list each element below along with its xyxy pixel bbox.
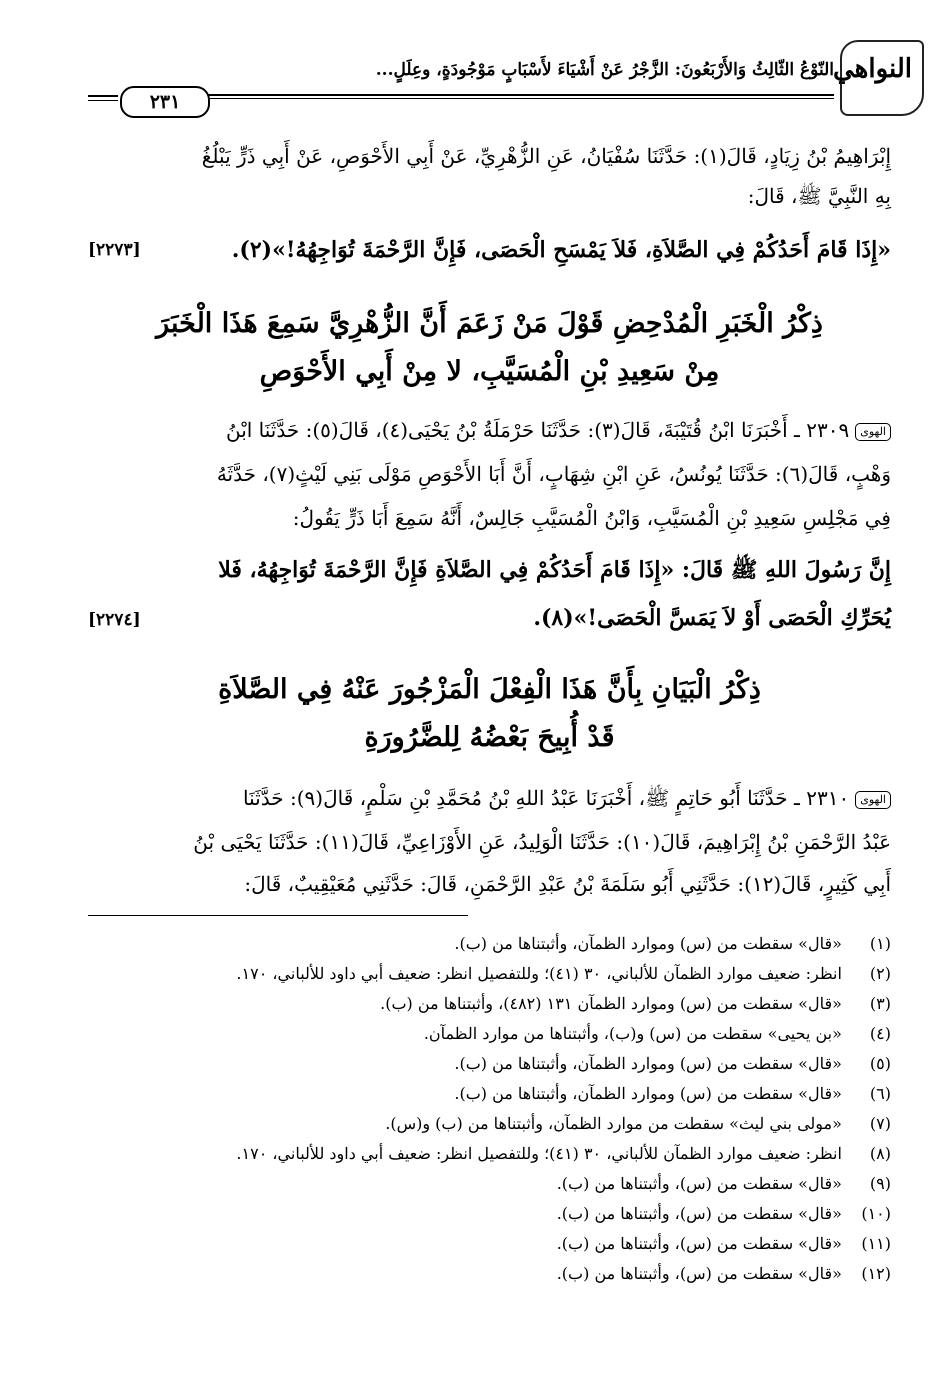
section-heading: قَدْ أُبِيحَ بَعْضُهُ لِلضَّرُورَةِ xyxy=(364,722,615,753)
footnote-text: «قال» سقطت من (س)، وأثبتناها من (ب). xyxy=(556,1234,842,1253)
hadith-2309-line-text: ٢٣٠٩ ـ أَخْبَرَنَا ابْنُ قُتَيْبَةَ، قَالَ(٣): حَدَّثَنَا حَرْمَلَةُ بْنُ يَحْيَى(٤)، قَالَ(٥): حَدَّثَنَا ابْنُ xyxy=(225,418,850,442)
footnote-text: «مولى بني ليث» سقطت من موارد الظمآن، وأثبتناها من (ب) و(س). xyxy=(385,1114,842,1133)
chapter-ornament xyxy=(832,40,924,116)
footnote xyxy=(88,1170,891,1198)
hadith-2310-line-text: ٢٣١٠ ـ حَدَّثَنَا أَبُو حَاتِمٍ ﷺ، أَخْبَرَنَا عَبْدُ اللهِ بْنُ مُحَمَّدِ بْنِ سَلْمٍ، قَالَ(٩): حَدَّثَنَا xyxy=(243,786,850,810)
text-line: إِبْرَاهِيمُ بْنُ زِيَادٍ، قَالَ(١): حَدَّثَنَا سُفْيَانُ، عَنِ الزُّهْرِيِّ، عَنْ أَبِي الأَحْوَصِ، عَنْ أَبِي ذَرٍّ يَبْلُغُ xyxy=(201,144,891,168)
footnote xyxy=(88,1200,891,1228)
footnote-text: انظر: ضعيف موارد الظمآن للألباني، ٣٠ (٤١)؛ وللتفصيل انظر: ضعيف أبي داود للألباني، ١٧٠. xyxy=(236,1144,842,1163)
footnote-text: «قال» سقطت من (س) وموارد الظمآن، وأثبتناها من (ب). xyxy=(454,1084,842,1103)
footnote-number: (٦) xyxy=(869,1084,891,1103)
header-rule-left xyxy=(88,95,118,97)
hadith-reference: [٢٢٧٣] xyxy=(88,240,141,260)
page-header xyxy=(88,40,924,120)
hadith-badge: الهوى xyxy=(855,423,891,441)
hadith-2310-line xyxy=(88,780,891,816)
text-line: أَبِي كَثِيرٍ، قَالَ(١٢): حَدَّثَنِي أَبُو سَلَمَةَ بْنُ عَبْدِ الرَّحْمَنِ، قَالَ: حَدَّثَنِي مُعَيْقِيبٌ، قَالَ: xyxy=(244,872,891,896)
hadith-reference: [٢٢٧٤] xyxy=(88,610,141,630)
footnote-text: «قال» سقطت من (س) وموارد الظمآن، وأثبتناها من (ب). xyxy=(454,934,842,953)
footnote xyxy=(88,1080,891,1108)
text-line: فِي مَجْلِسِ سَعِيدِ بْنِ الْمُسَيَّبِ، وَابْنُ الْمُسَيَّبِ جَالِسٌ، أَنَّهُ سَمِعَ أَبَا ذَرٍّ يَقُولُ: xyxy=(292,506,891,530)
page-number: ٢٣١ xyxy=(120,86,210,118)
footnote xyxy=(88,930,891,958)
footnote xyxy=(88,1050,891,1078)
section-heading: ذِكْرُ الْخَبَرِ الْمُدْحِضِ قَوْلَ مَنْ زَعَمَ أَنَّ الزُّهْرِيَّ سَمِعَ هَذَا الْخَبَرَ xyxy=(156,308,823,339)
hadith-badge: الهوى xyxy=(855,791,891,809)
ornament-label: النواهي xyxy=(832,54,912,84)
footnote-text: «قال» سقطت من (س)، وأثبتناها من (ب). xyxy=(556,1174,842,1193)
hadith-text: إِنَّ رَسُولَ اللهِ ﷺ قَالَ: «إِذَا قَامَ أَحَدُكُمْ فِي الصَّلاَةِ فَإِنَّ الرَّحْمَةَ تُوَاجِهُهُ، فَلا xyxy=(218,557,891,583)
footnote-text: انظر: ضعيف موارد الظمآن للألباني، ٣٠ (٤١)؛ وللتفصيل انظر: ضعيف أبي داود للألباني، ١٧٠. xyxy=(236,964,842,983)
footnote xyxy=(88,1230,891,1258)
footnote xyxy=(88,1110,891,1138)
footnote-number: (٥) xyxy=(869,1054,891,1073)
footnote-number: (١٢) xyxy=(861,1264,891,1283)
footnote-text: «قال» سقطت من (س)، وأثبتناها من (ب). xyxy=(556,1264,842,1283)
header-rule-left-thin xyxy=(88,100,118,101)
footnote xyxy=(88,1140,891,1168)
footnote xyxy=(88,990,891,1018)
running-title: النّوْعُ الثّالِثُ وَالأَرْبَعُونَ: الزَّجْرُ عَنْ أَشْيَاءَ لأَسْبَابٍ مَوْجُودَةٍ، وعِلَلٍ... xyxy=(375,60,834,80)
hadith-text: يُحَرِّكِ الْحَصَى أَوْ لاَ يَمَسَّ الْحَصَى!»(٨). xyxy=(533,605,891,631)
footnote-number: (١٠) xyxy=(861,1204,891,1223)
section-heading: ذِكْرُ الْبَيَانِ بِأَنَّ هَذَا الْفِعْلَ الْمَزْجُورَ عَنْهُ فِي الصَّلاَةِ xyxy=(218,674,761,705)
footnote xyxy=(88,1260,891,1288)
footnote xyxy=(88,1020,891,1048)
footnote-number: (٨) xyxy=(869,1144,891,1163)
footnote-number: (١) xyxy=(869,934,891,953)
text-line: عَبْدُ الرَّحْمَنِ بْنُ إِبْرَاهِيمَ، قَالَ(١٠): حَدَّثَنَا الْوَلِيدُ، عَنِ الأَوْزَاعِيِّ، قَالَ(١١): حَدَّثَنَا يَحْيَى بْنُ xyxy=(193,830,891,854)
hadith-2309-line xyxy=(88,412,891,448)
footnote-divider xyxy=(88,915,468,916)
footnote-text: «قال» سقطت من (س)، وأثبتناها من (ب). xyxy=(556,1204,842,1223)
footnote-number: (١١) xyxy=(861,1234,891,1253)
footnote xyxy=(88,960,891,988)
footnote-number: (٧) xyxy=(869,1114,891,1133)
footnote-number: (٤) xyxy=(869,1024,891,1043)
footnote-text: «قال» سقطت من (س) وموارد الظمآن ١٣١ (٤٨٢)، وأثبتناها من (ب). xyxy=(380,994,842,1013)
footnote-number: (٣) xyxy=(869,994,891,1013)
header-rule-thin xyxy=(208,98,834,99)
header-rule xyxy=(208,94,834,96)
hadith-text: «إِذَا قَامَ أَحَدُكُمْ فِي الصَّلاَةِ، فَلاَ يَمْسَحِ الْحَصَى، فَإِنَّ الرَّحْمَةَ تُوَاجِهُهُ!»(٢). xyxy=(231,237,891,263)
footnote-number: (٢) xyxy=(869,964,891,983)
footnote-text: «قال» سقطت من (س) وموارد الظمآن، وأثبتناها من (ب). xyxy=(454,1054,842,1073)
footnote-number: (٩) xyxy=(869,1174,891,1193)
footnote-text: «بن يحيى» سقطت من (س) و(ب)، وأثبتناها من موارد الظمآن. xyxy=(423,1024,842,1043)
section-heading: مِنْ سَعِيدِ بْنِ الْمُسَيَّبِ، لا مِنْ أَبِي الأَحْوَصِ xyxy=(259,356,720,387)
text-line: بِهِ النَّبِيَّ ﷺ، قَالَ: xyxy=(747,184,891,208)
text-line: وَهْبٍ، قَالَ(٦): حَدَّثَنَا يُونُسُ، عَنِ ابْنِ شِهَابٍ، أَنَّ أَبَا الأَحْوَصِ مَوْلَى بَنِي لَيْثٍ(٧)، حَدَّثَهُ xyxy=(216,462,891,486)
